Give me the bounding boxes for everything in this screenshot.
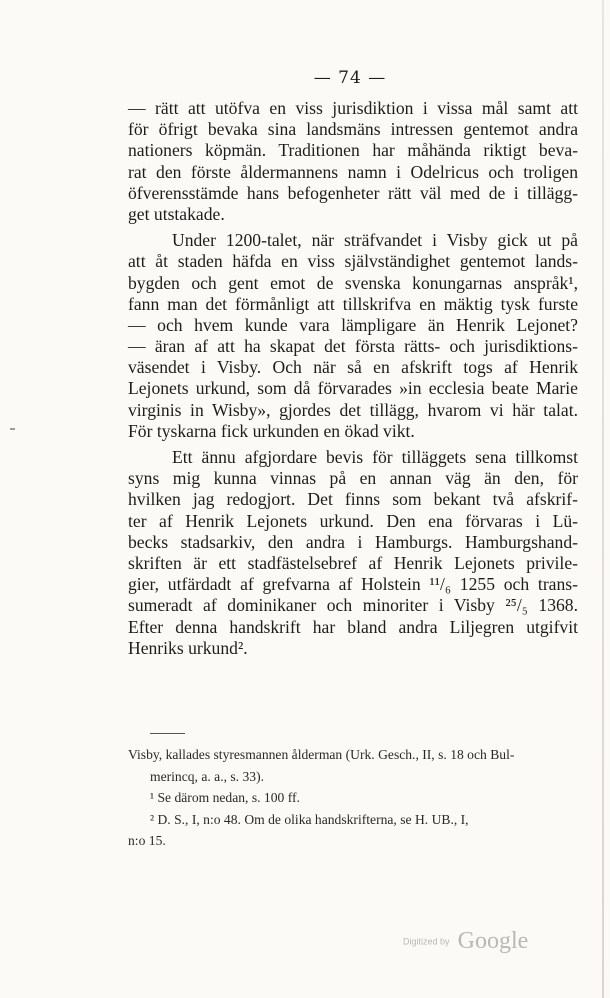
text-line: För tyskarna fick urkunden en ökad vikt. <box>128 420 415 441</box>
text-line: Efter denna handskrift har bland andra Liljegren utgifvit <box>128 616 578 637</box>
text-line: get utstakade. <box>128 203 225 224</box>
text-line: — rätt att utöfva en viss jurisdiktion i vissa mål samt att <box>128 98 578 118</box>
text-line: virginis in Wisby», gjordes det tillägg, hvarom vi här talat. <box>128 399 578 420</box>
scan-mark <box>10 428 15 430</box>
page-number: — 74 — <box>313 68 387 88</box>
footnote-line: merincq, a. a., s. 33). <box>150 768 265 784</box>
text-line: skriften är ett stadfästelsebref af Henrik Lejonets privile- <box>128 552 578 573</box>
paragraph-1 <box>128 98 578 225</box>
text-line: att åt staden häfda en viss självständighet gentemot lands- <box>128 251 578 272</box>
footnote-line: Visby, kallades styresmannen ålderman (Urk. Gesch., II, s. 18 och Bul- <box>128 747 515 762</box>
paragraph-3 <box>128 447 578 659</box>
text-line: fann man det förmånligt att tillskrifva en mäktig tysk furste <box>128 293 578 314</box>
watermark-prefix: Digitized by <box>403 936 450 947</box>
text-line: becks stadsarkiv, den andra i Hamburgs. Hamburgshand- <box>128 531 578 552</box>
text-line: Henriks urkund². <box>128 637 248 658</box>
text-line: nationers köpmän. Traditionen har måhända riktigt beva- <box>128 140 578 161</box>
text-line: — äran af att ha skapat det första rätts- och jurisdiktions- <box>128 336 578 357</box>
text-line: väsendet i Visby. Och när så en afskrift togs af Henrik <box>128 357 578 378</box>
scan-edge <box>602 0 604 998</box>
text-line: hvilken jag redogjort. Det finns som bekant två afskrif- <box>128 489 578 510</box>
text-line: ter af Henrik Lejonets urkund. Den ena förvaras i Lü- <box>128 510 578 531</box>
text-line: rat den förste åldermannens namn i Odelricus och troligen <box>128 161 578 182</box>
footnote-line: ¹ Se därom nedan, s. 100 ff. <box>150 790 300 805</box>
paragraph-2 <box>128 230 578 442</box>
text-line: Ett ännu afgjordare bevis för tilläggets sena tillkomst <box>172 447 578 467</box>
digitized-watermark <box>403 928 528 955</box>
footnotes <box>128 744 578 852</box>
text-line: Under 1200-talet, när sträfvandet i Visby gick ut på <box>172 230 578 251</box>
text-line: syns mig kunna vinnas på en annan väg än den, för <box>128 468 578 489</box>
text-line: för öfrigt bevaka sina landsmäns intressen gentemot andra <box>128 119 578 140</box>
footnote-line: n:o 15. <box>128 833 166 848</box>
footnote-separator <box>150 733 185 734</box>
main-text <box>128 98 578 664</box>
text-line: sumeradt af dominikaner och minoriter i Visby ²⁵/₅ 1368. <box>128 595 578 616</box>
text-line: — och hvem kunde vara lämpligare än Henrik Lejonet? <box>128 314 578 335</box>
text-line: öfverensstämde hans befogenheter rätt väl med de i tillägg- <box>128 182 578 203</box>
text-line: Lejonets urkund, som då förvarades »in ecclesia beate Marie <box>128 378 578 399</box>
footnote-line: ² D. S., I, n:o 48. Om de olika handskrifterna, se H. UB., I, <box>150 811 469 827</box>
watermark-logo: Google <box>457 928 529 954</box>
text-line: gier, utfärdadt af grefvarna af Holstein ¹¹/₆ 1255 och trans- <box>128 574 578 595</box>
text-line: bygden och gent emot de svenska konungarnas anspråk¹, <box>128 272 578 293</box>
